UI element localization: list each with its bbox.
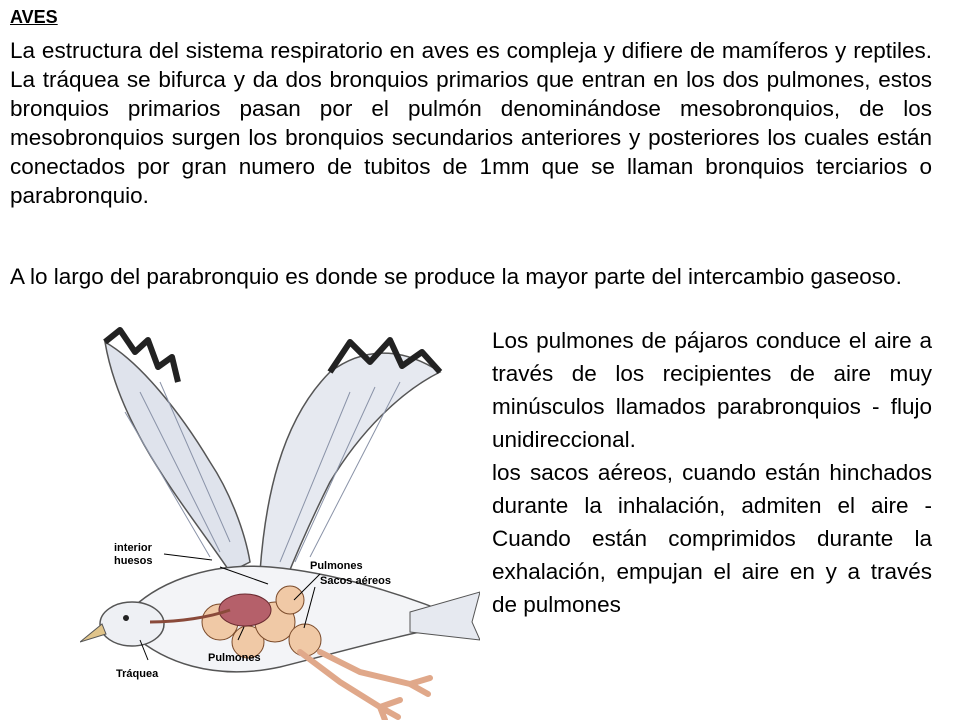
label-pulmones-top: Pulmones bbox=[310, 560, 363, 572]
label-interior-huesos: interior huesos bbox=[114, 542, 153, 567]
side-text-block bbox=[492, 324, 932, 621]
paragraph-respiratory-structure: La estructura del sistema respiratorio en aves es compleja y difiere de mamíferos y reptiles. La tráquea se bifurca y da dos bronquios primarios que entran en los dos pulmones, estos bronquios primarios pasan por el pulmón denominándose mesobronquios, de los mesobronquios surgen los bronquios secundarios anteriores y posteriores los cuales están conectados por gran numero de tubitos de 1mm que se llaman bronquios terciarios o parabronquio. bbox=[10, 38, 932, 208]
label-traquea: Tráquea bbox=[116, 668, 159, 680]
heading-aves: AVES bbox=[10, 7, 58, 27]
paragraph-gas-exchange: A lo largo del parabronquio es donde se produce la mayor parte del intercambio gaseoso. bbox=[10, 264, 902, 289]
bird-respiratory-figure bbox=[80, 322, 480, 720]
label-pulmones-bottom: Pulmones bbox=[208, 652, 261, 664]
side-paragraph-sacos: los sacos aéreos, cuando están hinchados durante la inhalación, admiten el aire - Cuando están comprimidos durante la exhalación, empujan el aire en y a través de pulmones bbox=[492, 460, 932, 617]
side-paragraph-pulmones: Los pulmones de pájaros conduce el aire a través de los recipientes de aire muy minúsculos llamados parabronquios - flujo unidireccional. bbox=[492, 328, 932, 452]
bird-illustration bbox=[80, 322, 480, 720]
label-sacos-aereos: Sacos aéreos bbox=[320, 575, 391, 587]
